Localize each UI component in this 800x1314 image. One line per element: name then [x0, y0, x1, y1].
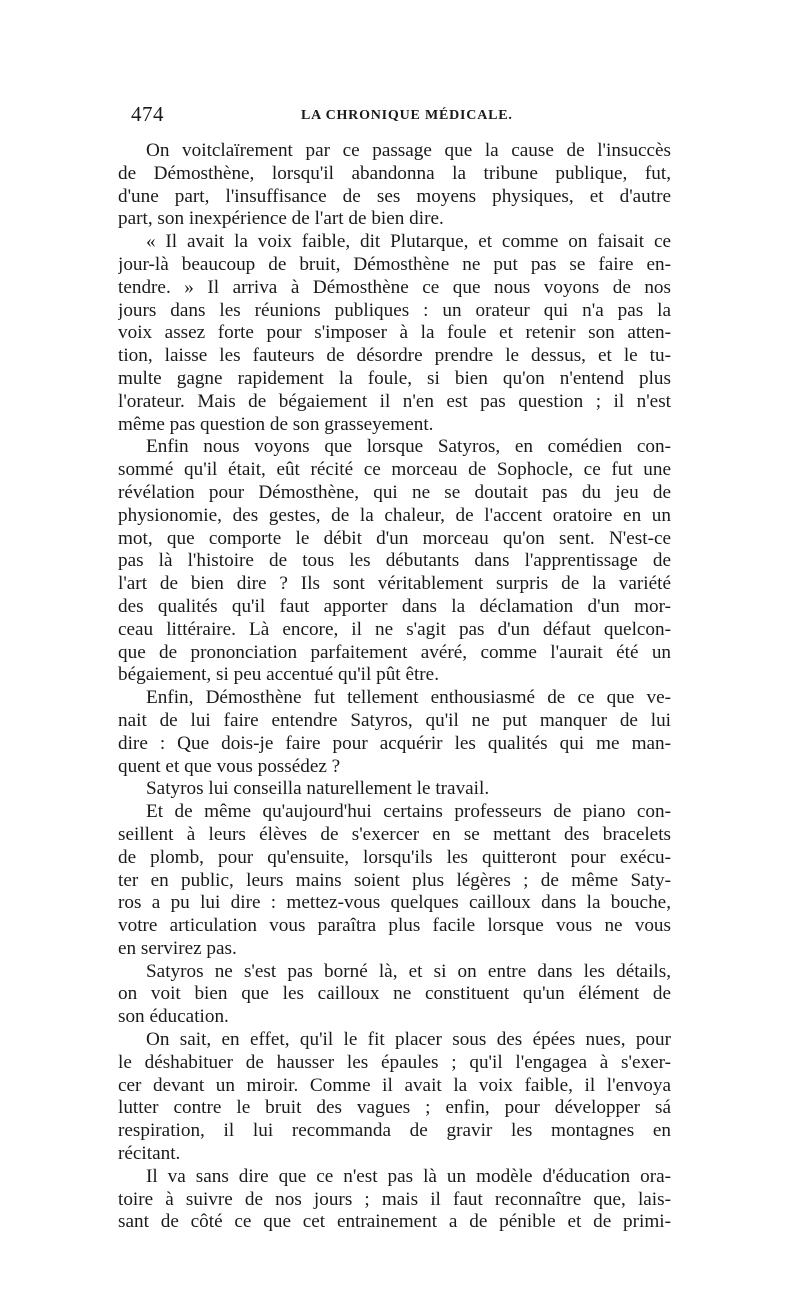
body-text: [118, 140, 671, 1234]
text-line: multe gagne rapidement la foule, si bien qu'on n'entend plus: [118, 367, 671, 389]
text-line: Enfin nous voyons que lorsque Satyros, en comédien con-: [146, 436, 671, 458]
text-line: On voitclaïrement par ce passage que la cause de l'insuccès: [146, 140, 671, 161]
text-line: son éducation.: [118, 1006, 229, 1028]
text-line: nait de lui faire entendre Satyros, qu'il ne put manquer de lui: [118, 709, 671, 731]
text-line: Satyros lui conseilla naturellement le travail.: [146, 778, 490, 800]
text-line: toire à suivre de nos jours ; mais il faut reconnaître que, lais-: [118, 1188, 671, 1210]
text-line: quent et que vous possédez ?: [118, 755, 341, 777]
text-line: Satyros ne s'est pas borné là, et si on entre dans les détails,: [146, 960, 671, 982]
text-line: On sait, en effet, qu'il le fit placer sous des épées nues, pour: [146, 1029, 671, 1051]
text-line: récitant.: [118, 1143, 181, 1165]
text-line: que de prononciation parfaitement avéré, comme l'aurait été un: [118, 641, 671, 663]
text-line: votre articulation vous paraîtra plus facile lorsque vous ne vous: [118, 915, 671, 937]
text-line: l'orateur. Mais de bégaiement il n'en est pas question ; il n'est: [118, 390, 671, 412]
text-line: l'art de bien dire ? Ils sont véritablement surpris de la variété: [118, 573, 671, 595]
text-line: le déshabituer de hausser les épaules ; qu'il l'engagea à s'exer-: [118, 1051, 671, 1073]
text-line: mot, que comporte le débit d'un morceau qu'on sent. N'est-ce: [118, 527, 671, 549]
text-line: ter en public, leurs mains soient plus légères ; de même Saty-: [118, 869, 671, 891]
text-line: révélation pour Démosthène, qui ne se doutait pas du jeu de: [118, 481, 671, 503]
page-number: 474: [131, 102, 164, 126]
text-line: seillent à leurs élèves de s'exercer en se mettant des bracelets: [118, 823, 671, 845]
text-line: ros a pu lui dire : mettez-vous quelques cailloux dans la bouche,: [118, 892, 671, 914]
text-line: jour-là beaucoup de bruit, Démosthène ne put pas se faire en-: [118, 253, 671, 275]
text-line: Il va sans dire que ce n'est pas là un modèle d'éducation ora-: [146, 1165, 671, 1187]
text-line: on voit bien que les cailloux ne constituent qu'un élément de: [118, 983, 671, 1005]
text-line: de plomb, pour qu'ensuite, lorsqu'ils les quitteront pour exécu-: [118, 846, 671, 868]
text-line: Enfin, Démosthène fut tellement enthousiasmé de ce que ve-: [146, 687, 671, 709]
text-line: jours dans les réunions publiques : un orateur qui n'a pas la: [118, 299, 671, 321]
text-line: lutter contre le bruit des vagues ; enfin, pour développer sá: [118, 1097, 671, 1119]
text-line: voix assez forte pour s'imposer à la foule et retenir son atten-: [118, 322, 671, 344]
text-line: pas là l'histoire de tous les débutants dans l'apprentissage de: [118, 550, 671, 572]
text-line: d'une part, l'insuffisance de ses moyens physiques, et d'autre: [118, 185, 671, 207]
text-line: sommé qu'il était, eût récité ce morceau de Sophocle, ce fut une: [118, 459, 671, 481]
page-header: [131, 102, 669, 132]
text-line: sant de côté ce que cet entrainement a de pénible et de primi-: [118, 1211, 671, 1233]
text-line: bégaiement, si peu accentué qu'il pût être.: [118, 664, 439, 686]
text-line: de Démosthène, lorsqu'il abandonna la tribune publique, fut,: [118, 162, 671, 184]
running-title: LA CHRONIQUE MÉDICALE.: [301, 108, 513, 123]
text-line: en servirez pas.: [118, 937, 237, 959]
text-line: Et de même qu'aujourd'hui certains professeurs de piano con-: [146, 801, 671, 823]
text-line: « Il avait la voix faible, dit Plutarque, et comme on faisait ce: [146, 231, 671, 253]
text-line: cer devant un miroir. Comme il avait la voix faible, il l'envoya: [118, 1074, 671, 1096]
text-line: même pas question de son grasseyement.: [118, 413, 434, 435]
text-line: physionomie, des gestes, de la chaleur, de l'accent oratoire en un: [118, 504, 671, 526]
text-line: tion, laisse les fauteurs de désordre prendre le dessus, et le tu-: [118, 345, 671, 367]
text-line: ceau littéraire. Là encore, il ne s'agit pas d'un défaut quelcon-: [118, 618, 671, 640]
text-line: respiration, il lui recommanda de gravir les montagnes en: [118, 1120, 671, 1142]
text-line: tendre. » Il arriva à Démosthène ce que nous voyons de nos: [118, 276, 671, 298]
text-line: des qualités qu'il faut apporter dans la déclamation d'un mor-: [118, 595, 671, 617]
text-line: dire : Que dois-je faire pour acquérir les qualités qui me man-: [118, 732, 671, 754]
text-line: part, son inexpérience de l'art de bien dire.: [118, 208, 444, 230]
